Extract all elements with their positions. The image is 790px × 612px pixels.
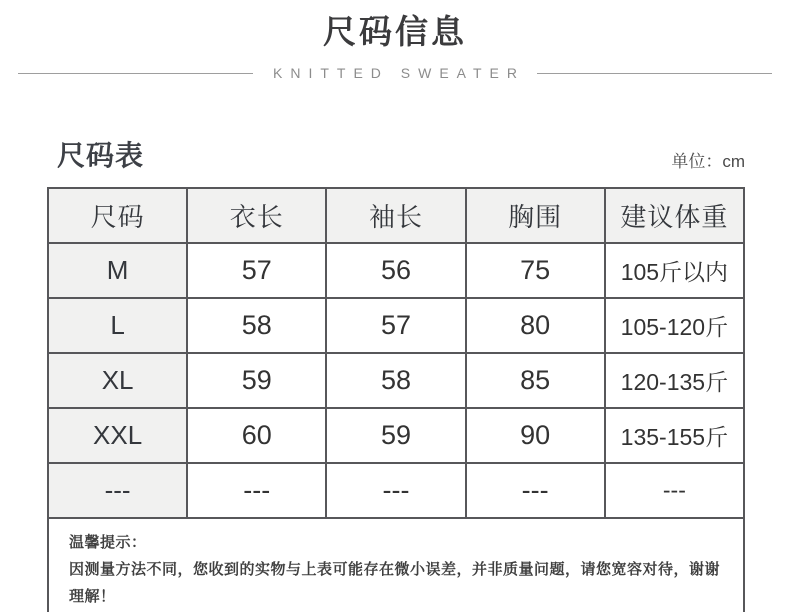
size-cell: XL [48, 353, 187, 408]
size-table-body [48, 243, 744, 612]
decorative-line-right [537, 73, 772, 74]
sleeve-cell: 57 [326, 298, 465, 353]
note-body: 因测量方法不同，您收到的实物与上表可能存在微小误差，并非质量问题，请您宽容对待，谢谢理解！ [69, 561, 721, 605]
unit-label: 单位：cm [671, 152, 745, 171]
note-row [48, 518, 744, 612]
page-subtitle: KNITTED SWEATER [273, 65, 525, 81]
sleeve-cell: 58 [326, 353, 465, 408]
page-title: 尺码信息 [323, 13, 467, 50]
note-cell [48, 518, 744, 612]
decorative-line-left [18, 73, 253, 74]
length-cell: 57 [187, 243, 326, 298]
length-cell: 60 [187, 408, 326, 463]
length-cell: 58 [187, 298, 326, 353]
note-title: 温馨提示： [69, 534, 147, 551]
section-head [57, 134, 745, 174]
header-row [48, 188, 744, 243]
size-table-heading: 尺码表 [57, 140, 145, 171]
size-cell: XXL [48, 408, 187, 463]
weight-cell: 105斤以内 [605, 243, 744, 298]
column-header-weight: 建议体重 [605, 188, 744, 243]
weight-cell: 120-135斤 [605, 353, 744, 408]
length-cell: --- [187, 463, 326, 518]
table-row-xl [48, 353, 744, 408]
table-row-m [48, 243, 744, 298]
weight-cell: 135-155斤 [605, 408, 744, 463]
column-header-sleeve: 袖长 [326, 188, 465, 243]
size-table-head [48, 188, 744, 243]
subtitle-row [0, 65, 790, 81]
table-row-xxl [48, 408, 744, 463]
sleeve-cell: 59 [326, 408, 465, 463]
column-header-length: 衣长 [187, 188, 326, 243]
weight-cell: 105-120斤 [605, 298, 744, 353]
bust-cell: 80 [466, 298, 605, 353]
table-row-l [48, 298, 744, 353]
sleeve-cell: --- [326, 463, 465, 518]
size-cell: L [48, 298, 187, 353]
length-cell: 59 [187, 353, 326, 408]
weight-cell: --- [605, 463, 744, 518]
column-header-bust: 胸围 [466, 188, 605, 243]
sleeve-cell: 56 [326, 243, 465, 298]
bust-cell: 75 [466, 243, 605, 298]
bust-cell: 90 [466, 408, 605, 463]
table-row-placeholder [48, 463, 744, 518]
bust-cell: --- [466, 463, 605, 518]
column-header-size: 尺码 [48, 188, 187, 243]
size-cell: M [48, 243, 187, 298]
size-cell: --- [48, 463, 187, 518]
size-table [47, 187, 745, 612]
bust-cell: 85 [466, 353, 605, 408]
